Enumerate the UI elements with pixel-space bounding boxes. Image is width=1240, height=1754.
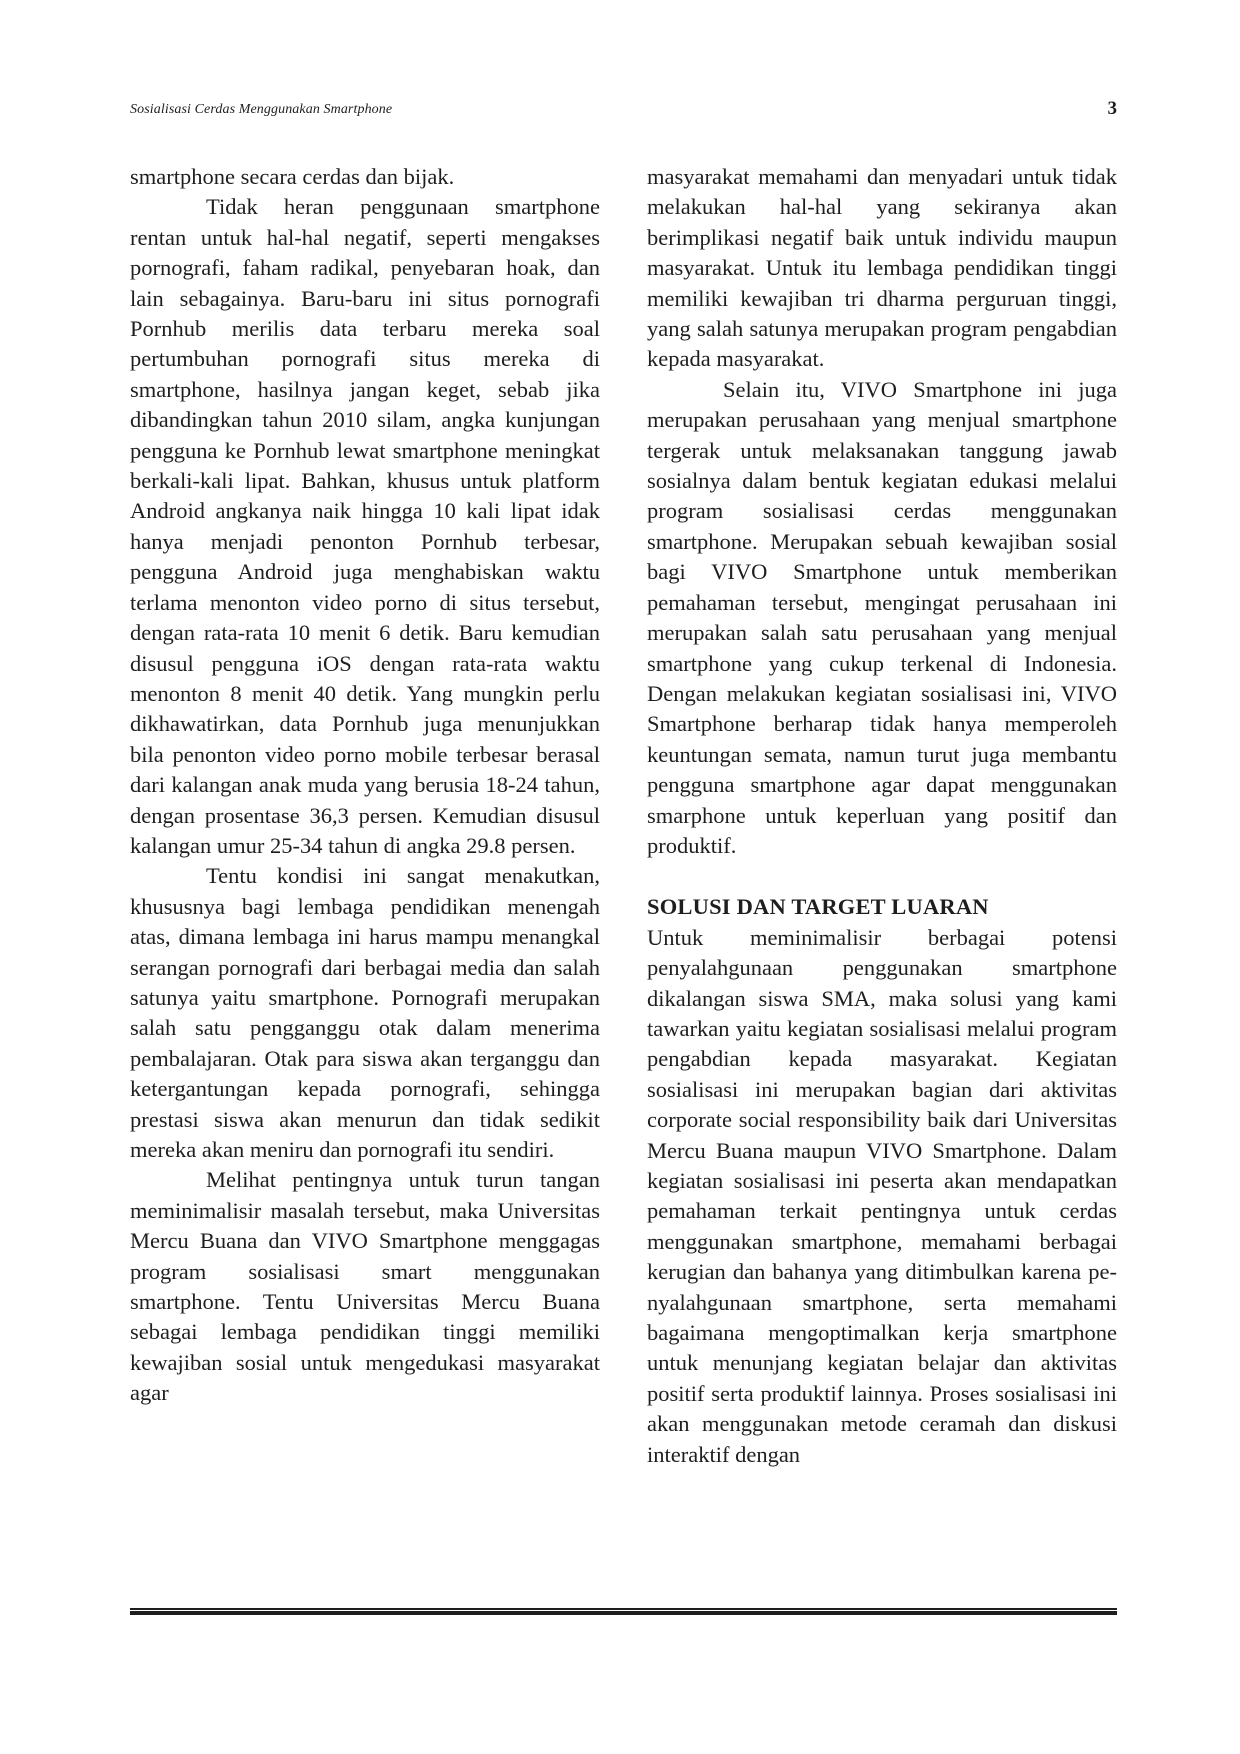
section-heading: SOLUSI DAN TARGET LUARAN [647,894,989,920]
paragraph: masyarakat memahami dan menyadari untuk tidak melakukan hal-hal yang sekiranya akan berimplikasi negatif baik untuk individu maupun masyarakat. Untuk itu lembaga pendidikan tinggi memiliki kewajiban tri dharma perguruan tinggi, yang salah satunya merupakan program pengabdian kepada masyarakat. [647,164,1117,372]
paragraph: smartphone secara cerdas dan bijak. [130,164,455,189]
paragraph: Selain itu, VIVO Smartphone ini juga merupakan perusahaan yang menjual smartphone tergerak untuk melaksanakan tanggung jawab sosialnya dalam bentuk kegiatan edukasi melalui program sosialisasi cerdas menggunakan smartphone. Merupakan sebuah kewajiban sosial bagi VIVO Smartphone untuk memberikan pemahaman tersebut, mengingat perusahaan ini merupakan salah satu perusahaan yang menjual smartphone yang cukup terkenal di Indonesia. Dengan melakukan kegiatan sosialisasi ini, VIVO Smartphone berharap tidak hanya memperoleh keuntungan semata, namun turut juga membantu pengguna smartphone agar dapat menggunakan smarphone untuk keperluan yang positif dan produktif. [647,376,1117,858]
left-column [130,162,600,1409]
right-column [647,162,1117,1470]
footer-rule-thin-line [130,1608,1117,1610]
paragraph: Melihat pentingnya untuk turun tangan meminimalisir masalah tersebut, maka Universitas Mercu Buana dan VIVO Smartphone menggagas program sosialisasi smart menggunakan smartphone. Tentu Universitas Mercu Buana sebagai lembaga pendidikan tinggi memiliki kewajiban sosial untuk mengedukasi masyarakat agar [130,1167,600,1406]
page-number: 3 [1107,98,1117,119]
footer-rule [130,1608,1117,1616]
footer-rule-thick-line [130,1611,1117,1615]
paragraph: Untuk meminimalisir berbagai potensi penyalahgunaan penggunakan smartphone dikalangan siswa SMA, maka solusi yang kami tawarkan yaitu kegiatan sosialisasi melalui program pengabdian kepada masyarakat. Kegiatan sosialisasi ini merupakan bagian dari aktivitas corporate social responsibility baik dari Universitas Mercu Buana maupun VIVO Smartphone. Dalam kegiatan sosialisasi ini peserta akan mendapatkan pemahaman terkait pentingnya untuk cerdas menggunakan smartphone, memahami berbagai kerugian dan bahanya yang ditimbulkan karena pe-nyalahgunaan smartphone, serta memahami bagaimana mengoptimalkan kerja smartphone untuk menunjang kegiatan belajar dan aktivitas positif serta produktif lainnya. Proses sosialisasi ini akan menggunakan metode ceramah dan diskusi interaktif dengan [647,924,1117,1467]
paragraph: Tentu kondisi ini sangat menakutkan, khususnya bagi lembaga pendidikan menengah atas, dimana lembaga ini harus mampu menangkal serangan pornografi dari berbagai media dan salah satunya yaitu smartphone. Pornografi merupakan salah satu pengganggu otak dalam menerima pembalajaran. Otak para siswa akan terganggu dan ketergantungan kepada pornografi, sehingga prestasi siswa akan menurun dan tidak sedikit mereka akan meniru dan pornografi itu sendiri. [130,863,600,1162]
running-title: Sosialisasi Cerdas Menggunakan Smartphone [130,102,393,117]
paragraph: Tidak heran penggunaan smartphone rentan untuk hal-hal negatif, seperti mengakses pornografi, faham radikal, penyebaran hoak, dan lain sebagainya. Baru-baru ini situs pornografi Pornhub merilis data terbaru mereka soal pertumbuhan pornografi situs mereka di smartphone, hasilnya jangan keget, sebab jika dibandingkan tahun 2010 silam, angka kunjungan pengguna ke Pornhub lewat smartphone meningkat berkali-kali lipat. Bahkan, khusus untuk platform Android angkanya naik hingga 10 kali lipat idak hanya menjadi penonton Pornhub terbesar, pengguna Android juga menghabiskan waktu terlama menonton video porno di situs tersebut, dengan rata-rata 10 menit 6 detik. Baru kemudian disusul pengguna iOS dengan rata-rata waktu menonton 8 menit 40 detik. Yang mungkin perlu dikhawatirkan, data Pornhub juga menunjukkan bila penonton video porno mobile terbesar berasal dari kalangan anak muda yang berusia 18-24 tahun, dengan prosentase 36,3 persen. Kemudian disusul kalangan umur 25-34 tahun di angka 29.8 persen. [130,194,600,858]
running-header [130,100,1117,124]
